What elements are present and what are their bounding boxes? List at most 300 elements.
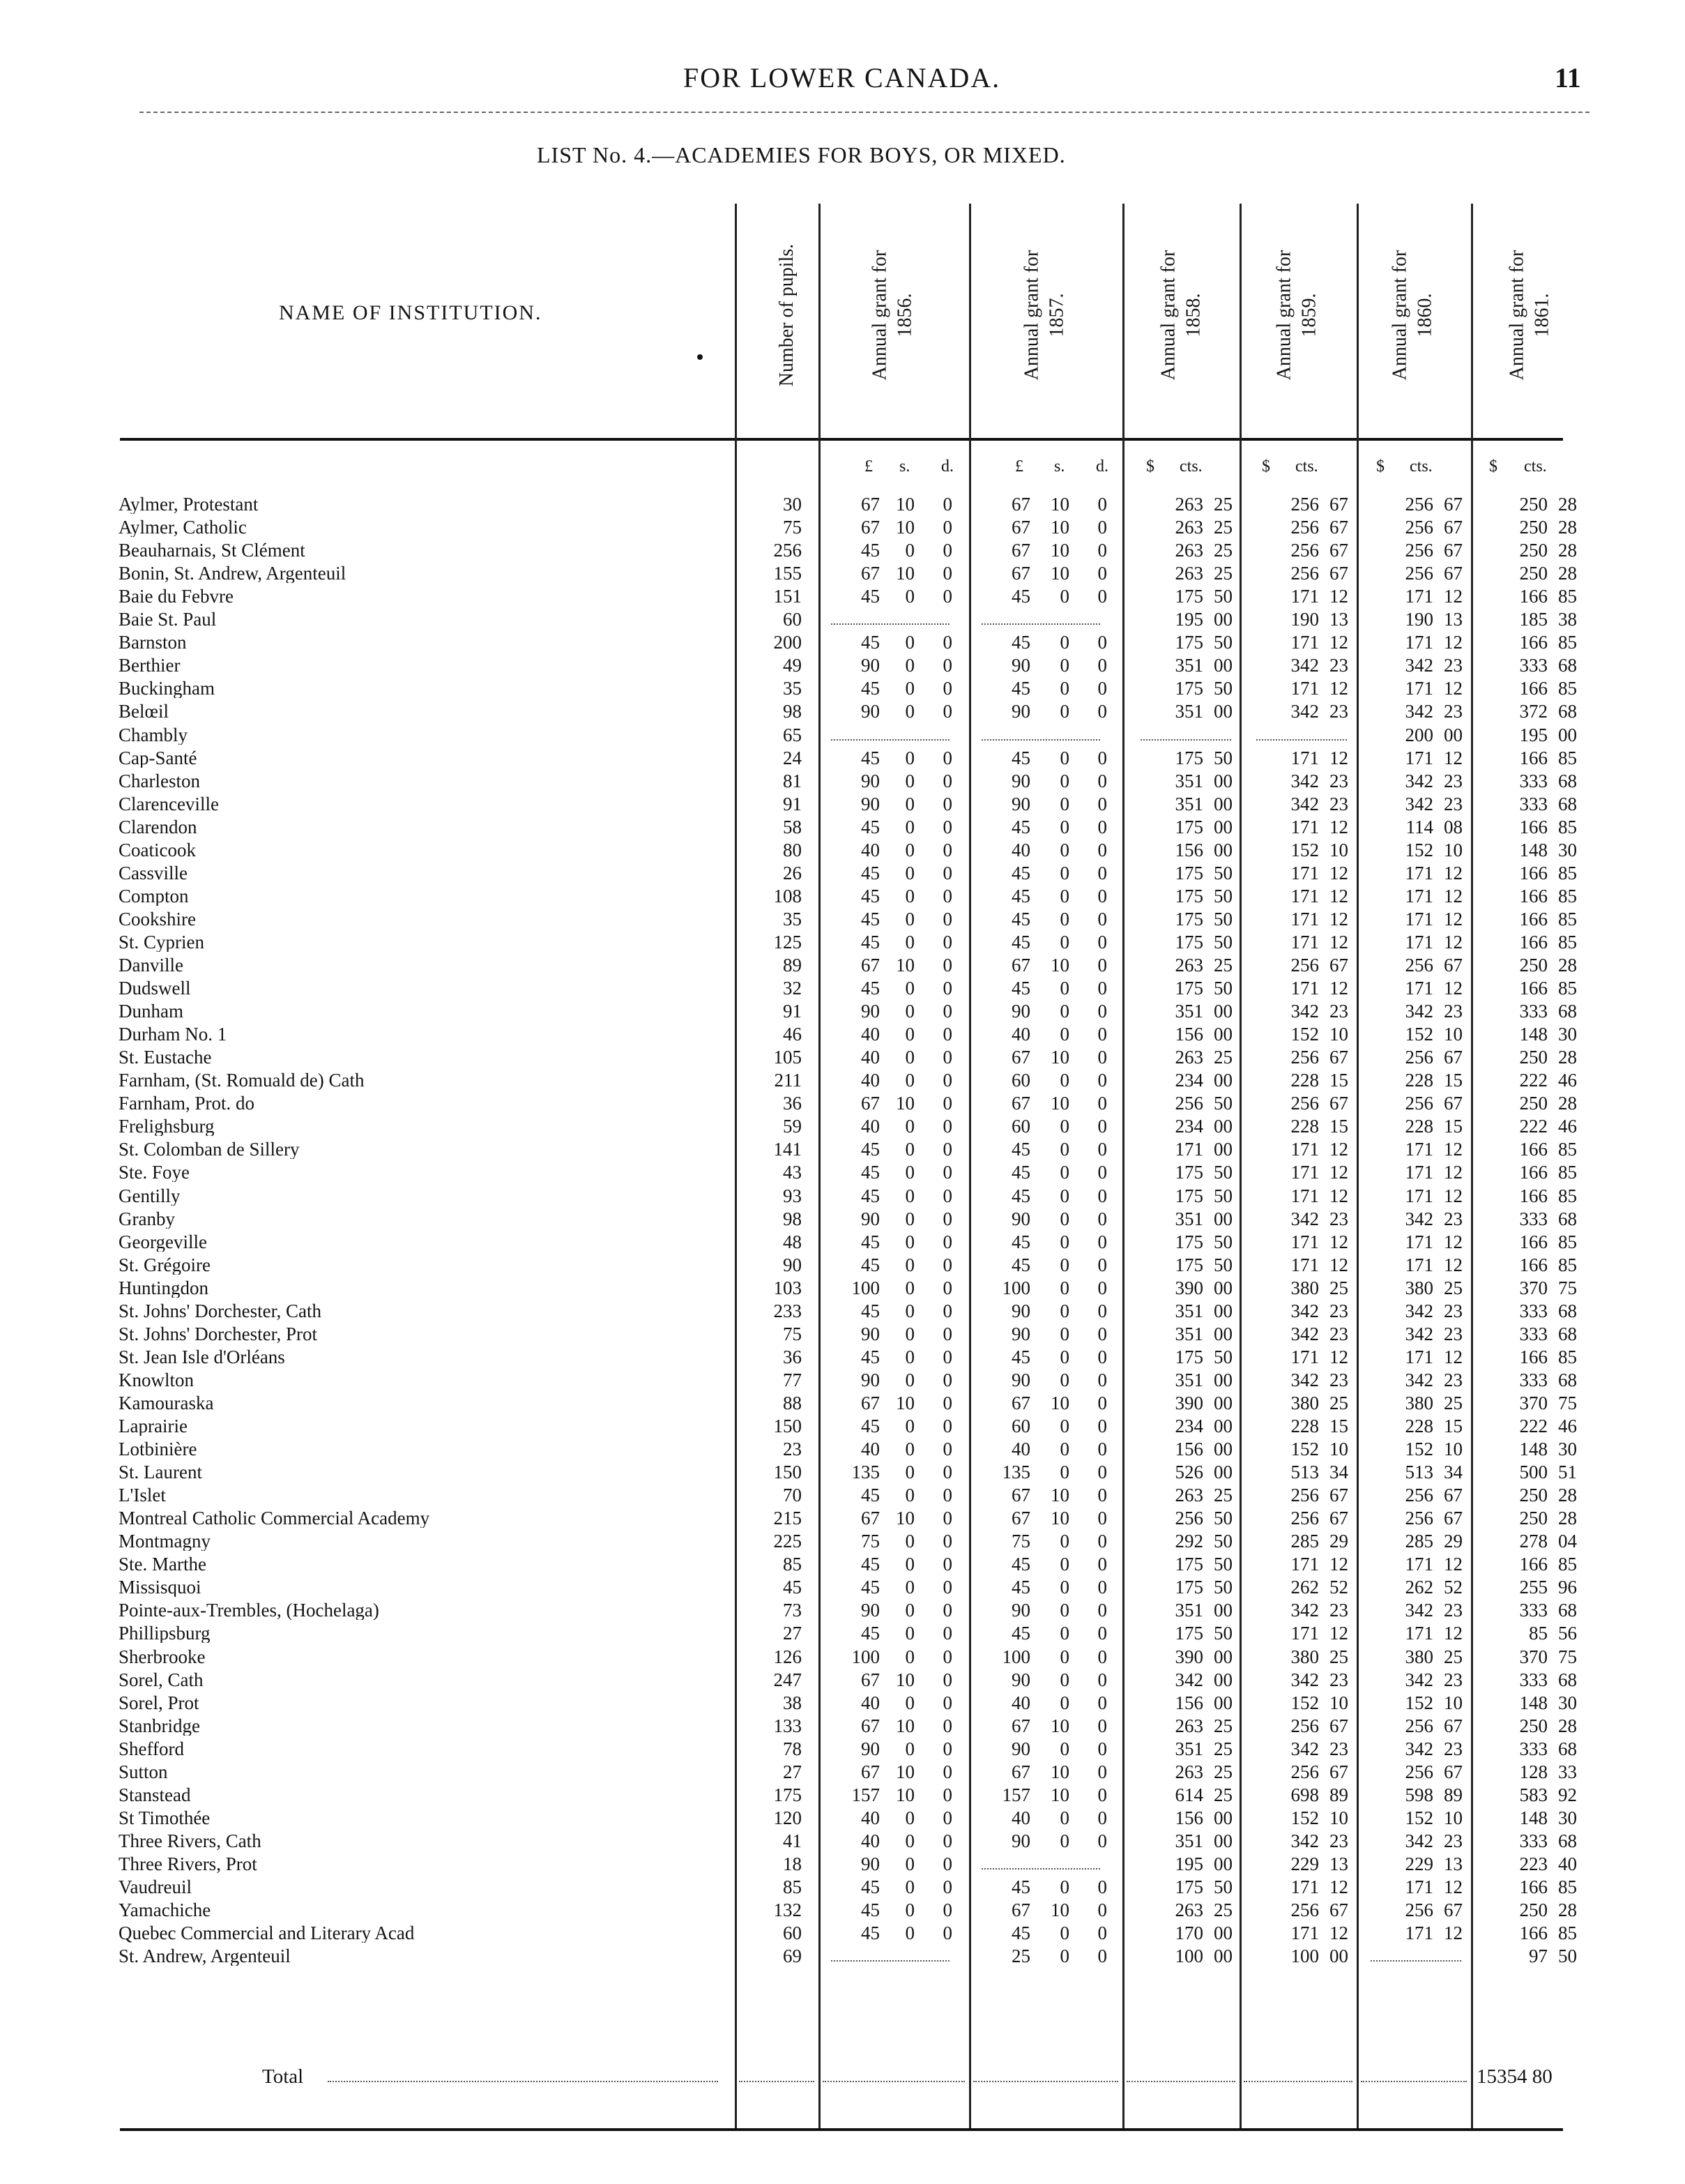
grant-shillings: 0	[1060, 1923, 1069, 1944]
grant-cents: 13	[1444, 1853, 1463, 1874]
pupil-count: 98	[783, 701, 802, 722]
institution-name: Granby	[119, 1210, 732, 1229]
grant-dollars: 171	[1290, 908, 1319, 930]
grant-cents: 68	[1558, 1738, 1577, 1759]
grant-pence: 0	[1097, 1923, 1107, 1944]
grant-pence: 0	[1097, 1346, 1107, 1367]
grant-dollars: 250	[1519, 1093, 1548, 1114]
grant-pounds: 67	[1012, 1508, 1030, 1529]
table-row	[0, 1671, 1685, 1690]
grant-cents: 13	[1329, 609, 1348, 630]
grant-dollars: 342	[1290, 1300, 1319, 1321]
grant-cents: 00	[1214, 701, 1233, 722]
grant-cents: 28	[1558, 494, 1577, 515]
grant-dollars: 171	[1405, 1231, 1433, 1252]
total-value: 15354 80	[1477, 2065, 1553, 2088]
grant-pence: 0	[943, 1807, 952, 1828]
grant-cents: 12	[1444, 885, 1463, 907]
grant-dollars: 152	[1290, 1439, 1319, 1460]
grant-cents: 23	[1329, 770, 1348, 791]
grant-shillings: 0	[905, 1346, 915, 1367]
grant-pence: 0	[943, 931, 952, 953]
grant-pence: 0	[1097, 1623, 1107, 1644]
grant-cents: 00	[1214, 1277, 1233, 1298]
grant-shillings: 10	[1051, 1715, 1069, 1736]
grant-pounds: 45	[1012, 1577, 1030, 1598]
pupil-count: 91	[783, 793, 802, 814]
grant-pounds: 40	[861, 1830, 880, 1851]
grant-dollars: 195	[1175, 609, 1203, 630]
grant-dollars: 342	[1290, 1369, 1319, 1390]
grant-pence: 0	[1097, 1300, 1107, 1321]
bullet-mark	[697, 354, 703, 360]
grant-dollars: 171	[1290, 885, 1319, 907]
pupil-count: 200	[773, 632, 802, 653]
grant-dollars: 171	[1290, 1923, 1319, 1944]
grant-dollars: 256	[1405, 1093, 1433, 1114]
unit-pence: d.	[941, 457, 954, 476]
grant-pence: 0	[943, 816, 952, 837]
grant-cents: 85	[1558, 816, 1577, 837]
grant-cents: 50	[1558, 1946, 1577, 1967]
grant-dollars: 333	[1519, 1600, 1548, 1621]
grant-pounds: 75	[861, 1531, 880, 1552]
grant-cents: 12	[1329, 931, 1348, 953]
grant-cents: 00	[1214, 1692, 1233, 1713]
grant-cents: 12	[1329, 908, 1348, 930]
grant-dollars: 256	[1290, 1761, 1319, 1782]
grant-pence: 0	[943, 1346, 952, 1367]
grant-cents: 12	[1329, 816, 1348, 837]
table-row	[0, 1832, 1685, 1851]
grant-pounds: 45	[1012, 1254, 1030, 1275]
grant-dollars: 598	[1405, 1784, 1433, 1805]
grant-shillings: 0	[1060, 1001, 1069, 1022]
grant-cents: 00	[1214, 1923, 1233, 1944]
grant-dollars: 185	[1519, 609, 1548, 630]
grant-cents: 23	[1444, 793, 1463, 814]
unit-pounds: £	[1015, 457, 1023, 476]
pupil-count: 103	[773, 1277, 802, 1298]
institution-name: Coaticook	[119, 841, 732, 860]
pupil-count: 108	[773, 885, 802, 907]
grant-cents: 28	[1558, 1093, 1577, 1114]
grant-pence: 0	[943, 1024, 952, 1045]
grant-pounds: 90	[861, 1001, 880, 1022]
grant-shillings: 0	[1060, 1416, 1069, 1436]
grant-pounds: 90	[861, 1208, 880, 1229]
grant-cents: 15	[1329, 1416, 1348, 1436]
table-row	[0, 610, 1685, 629]
pupil-count: 78	[783, 1738, 802, 1759]
grant-dollars: 263	[1175, 563, 1203, 584]
grant-shillings: 0	[905, 1208, 915, 1229]
grant-1858-header: Annual grant for 1858.	[1157, 250, 1205, 381]
grant-shillings: 0	[905, 1554, 915, 1575]
grant-pence: 0	[1097, 1876, 1107, 1897]
table-row	[0, 1325, 1685, 1344]
institution-name: Huntingdon	[119, 1279, 732, 1298]
pupil-count: 85	[783, 1876, 802, 1897]
table-row	[0, 1256, 1685, 1275]
grant-cents: 85	[1558, 747, 1577, 768]
grant-dollars: 171	[1405, 1346, 1433, 1367]
table-row	[0, 933, 1685, 952]
grant-cents: 00	[1214, 839, 1233, 860]
grant-shillings: 0	[1060, 1231, 1069, 1252]
grant-shillings: 0	[905, 1047, 915, 1068]
grant-shillings: 0	[905, 908, 915, 930]
total-empty-cell	[823, 2081, 965, 2082]
grant-shillings: 0	[905, 1692, 915, 1713]
grant-dollars: 175	[1175, 1185, 1203, 1206]
grant-dollars: 513	[1405, 1462, 1433, 1483]
grant-cents: 00	[1214, 1946, 1233, 1967]
grant-pence: 0	[943, 793, 952, 814]
grant-pence: 0	[943, 1853, 952, 1874]
grant-shillings: 10	[896, 1669, 915, 1690]
grant-dollars: 526	[1175, 1462, 1203, 1483]
grant-cents: 50	[1214, 1508, 1233, 1529]
grant-cents: 50	[1214, 1231, 1233, 1252]
grant-dollars: 250	[1519, 1047, 1548, 1068]
grant-dollars: 583	[1519, 1784, 1548, 1805]
grant-dollars: 148	[1519, 1439, 1548, 1460]
grant-shillings: 0	[905, 1531, 915, 1552]
grant-shillings: 0	[1060, 908, 1069, 930]
grant-shillings: 0	[905, 1254, 915, 1275]
institution-name: St. Laurent	[119, 1463, 732, 1482]
grant-pence: 0	[943, 494, 952, 515]
grant-pence: 0	[943, 1047, 952, 1068]
institution-name: St. Cyprien	[119, 933, 732, 952]
grant-dollars: 263	[1175, 1899, 1203, 1921]
grant-shillings: 0	[1060, 1116, 1069, 1137]
grant-shillings: 0	[1060, 701, 1069, 722]
grant-dollars: 223	[1519, 1853, 1548, 1874]
grant-cents: 75	[1558, 1392, 1577, 1413]
grant-dollars: 333	[1519, 1369, 1548, 1390]
grant-cents: 68	[1558, 1830, 1577, 1851]
grant-pence: 0	[1097, 908, 1107, 930]
grant-dollars: 342	[1405, 1369, 1433, 1390]
institution-name: Aylmer, Catholic	[119, 518, 732, 537]
grant-cents: 50	[1214, 885, 1233, 907]
grant-pounds: 100	[851, 1277, 880, 1298]
pupil-count: 98	[783, 1208, 802, 1229]
grant-dollars: 351	[1175, 701, 1203, 722]
grant-dollars: 342	[1290, 770, 1319, 791]
institution-name: Chambly	[119, 726, 732, 745]
grant-pounds: 67	[861, 563, 880, 584]
grant-dollars: 171	[1405, 1554, 1433, 1575]
grant-cents: 12	[1329, 632, 1348, 653]
pupil-count: 49	[783, 655, 802, 676]
grant-pounds: 45	[861, 540, 880, 561]
grant-cents: 46	[1558, 1416, 1577, 1436]
pupil-count: 90	[783, 1254, 802, 1275]
grant-dollars: 171	[1405, 678, 1433, 699]
grant-dollars: 342	[1405, 1738, 1433, 1759]
grant-pounds: 45	[1012, 678, 1030, 699]
grant-shillings: 0	[905, 978, 915, 999]
table-row	[0, 1094, 1685, 1113]
grant-dollars: 342	[1290, 1208, 1319, 1229]
grant-pounds: 67	[861, 517, 880, 538]
grant-dollars: 171	[1290, 1346, 1319, 1367]
grant-cents: 67	[1329, 1093, 1348, 1114]
grant-cents: 23	[1444, 1738, 1463, 1759]
grant-shillings: 0	[905, 1853, 915, 1874]
institution-name: Bonin, St. Andrew, Argenteuil	[119, 564, 732, 583]
institution-name: Sorel, Cath	[119, 1671, 732, 1690]
grant-dollars: 166	[1519, 1346, 1548, 1367]
table-row	[0, 702, 1685, 721]
grant-dollars: 342	[1405, 1600, 1433, 1621]
grant-cents: 30	[1558, 1024, 1577, 1045]
grant-dollars: 175	[1175, 1254, 1203, 1275]
grant-pounds: 90	[1012, 770, 1030, 791]
grant-cents: 23	[1444, 1369, 1463, 1390]
grant-pounds: 45	[861, 1416, 880, 1436]
grant-dollars: 333	[1519, 1001, 1548, 1022]
grant-pence: 0	[943, 1715, 952, 1736]
grant-dollars: 351	[1175, 793, 1203, 814]
unit-cents: cts.	[1410, 457, 1433, 476]
grant-cents: 25	[1444, 1392, 1463, 1413]
grant-dollars: 256	[1290, 1899, 1319, 1921]
grant-cents: 85	[1558, 632, 1577, 653]
grant-dollars: 263	[1175, 1715, 1203, 1736]
grant-cents: 00	[1214, 1139, 1233, 1160]
pupil-count: 141	[773, 1139, 802, 1160]
grant-dollars: 342	[1290, 1323, 1319, 1344]
grant-dollars: 228	[1405, 1116, 1433, 1137]
grant-dollars: 195	[1175, 1853, 1203, 1874]
grant-shillings: 10	[896, 1508, 915, 1529]
grant-shillings: 0	[905, 816, 915, 837]
grant-dollars: 234	[1175, 1116, 1203, 1137]
grant-shillings: 0	[1060, 655, 1069, 676]
grant-dollars: 166	[1519, 885, 1548, 907]
grant-pounds: 45	[1012, 978, 1030, 999]
grant-cents: 23	[1329, 1738, 1348, 1759]
institution-name: Georgeville	[119, 1233, 732, 1252]
grant-pounds: 90	[861, 1738, 880, 1759]
unit-shillings: s.	[1054, 457, 1065, 476]
grant-pence: 0	[943, 862, 952, 884]
grant-shillings: 0	[905, 793, 915, 814]
grant-cents: 50	[1214, 678, 1233, 699]
grant-cents: 12	[1444, 1346, 1463, 1367]
table-row	[0, 1302, 1685, 1321]
grant-dollars: 250	[1519, 517, 1548, 538]
grant-pence: 0	[943, 1439, 952, 1460]
grant-cents: 10	[1444, 1024, 1463, 1045]
grant-pounds: 67	[1012, 955, 1030, 976]
grant-shillings: 10	[1051, 955, 1069, 976]
grant-shillings: 0	[1060, 747, 1069, 768]
grant-shillings: 0	[1060, 586, 1069, 607]
grant-dollars: 85	[1529, 1623, 1548, 1644]
grant-pence: 0	[943, 1531, 952, 1552]
pupil-count: 81	[783, 770, 802, 791]
grant-cents: 67	[1444, 1508, 1463, 1529]
grant-pounds: 90	[1012, 701, 1030, 722]
grant-dollars: 175	[1175, 1577, 1203, 1598]
grant-shillings: 0	[1060, 632, 1069, 653]
grant-dollars: 166	[1519, 931, 1548, 953]
grant-cents: 00	[1214, 1024, 1233, 1045]
grant-dollars: 250	[1519, 494, 1548, 515]
grant-pence: 0	[943, 1139, 952, 1160]
grant-pence: 0	[943, 1761, 952, 1782]
institution-name: Farnham, Prot. do	[119, 1094, 732, 1113]
grant-dollars: 171	[1405, 1923, 1433, 1944]
grant-dollars: 175	[1175, 1162, 1203, 1183]
institution-name: St. Grégoire	[119, 1256, 732, 1275]
table-row	[0, 910, 1685, 929]
grant-cents: 25	[1214, 517, 1233, 538]
grant-pounds: 90	[1012, 1830, 1030, 1851]
grant-dollars: 200	[1405, 724, 1433, 745]
grant-pounds: 45	[861, 1923, 880, 1944]
grant-cents: 50	[1214, 1162, 1233, 1183]
pupil-count: 155	[773, 563, 802, 584]
institution-name: Sherbrooke	[119, 1648, 732, 1667]
grant-dollars: 380	[1405, 1392, 1433, 1413]
grant-dollars: 170	[1175, 1923, 1203, 1944]
grant-cents: 67	[1329, 1047, 1348, 1068]
grant-dollars: 256	[1405, 517, 1433, 538]
grant-pence: 0	[1097, 747, 1107, 768]
grant-pence: 0	[1097, 1001, 1107, 1022]
grant-pence: 0	[943, 1185, 952, 1206]
grant-shillings: 0	[1060, 1369, 1069, 1390]
grant-dollars: 171	[1290, 816, 1319, 837]
pupil-count: 233	[773, 1300, 802, 1321]
grant-pounds: 45	[861, 586, 880, 607]
grant-dollars: 171	[1290, 1876, 1319, 1897]
pupil-count: 35	[783, 678, 802, 699]
grant-pounds: 45	[861, 1554, 880, 1575]
grant-shillings: 0	[905, 1738, 915, 1759]
pupil-count: 24	[783, 747, 802, 768]
grant-pounds: 67	[861, 1669, 880, 1690]
grant-dollars: 171	[1290, 1231, 1319, 1252]
grant-cents: 67	[1329, 1715, 1348, 1736]
grant-dollars: 166	[1519, 978, 1548, 999]
grant-cents: 12	[1444, 747, 1463, 768]
grant-shillings: 0	[905, 1646, 915, 1667]
grant-shillings: 10	[1051, 540, 1069, 561]
grant-pounds: 45	[861, 885, 880, 907]
grant-cents: 50	[1214, 1876, 1233, 1897]
grant-cents: 85	[1558, 885, 1577, 907]
grant-pounds: 45	[861, 1254, 880, 1275]
grant-dollars: 234	[1175, 1416, 1203, 1436]
grant-shillings: 0	[1060, 1738, 1069, 1759]
grant-pence: 0	[943, 1554, 952, 1575]
grant-dollars: 333	[1519, 1669, 1548, 1690]
grant-cents: 40	[1558, 1853, 1577, 1874]
institution-name: St. Johns' Dorchester, Prot	[119, 1325, 732, 1344]
grant-cents: 12	[1329, 1876, 1348, 1897]
grant-dollars: 171	[1405, 931, 1433, 953]
grant-cents: 04	[1558, 1531, 1577, 1552]
grant-pence: 0	[1097, 978, 1107, 999]
grant-cents: 34	[1329, 1462, 1348, 1483]
grant-shillings: 0	[1060, 1600, 1069, 1621]
grant-dollars: 175	[1175, 931, 1203, 953]
table-row	[0, 1002, 1685, 1021]
grant-pounds: 90	[861, 1853, 880, 1874]
grant-dollars: 698	[1290, 1784, 1319, 1805]
unit-dollars: $	[1489, 457, 1497, 476]
empty-cell-dots	[1371, 1960, 1461, 1962]
grant-dollars: 100	[1290, 1946, 1319, 1967]
grant-cents: 85	[1558, 1139, 1577, 1160]
grant-dollars: 262	[1290, 1577, 1319, 1598]
grant-dollars: 500	[1519, 1462, 1548, 1483]
grant-cents: 85	[1558, 1162, 1577, 1183]
grant-pence: 0	[943, 747, 952, 768]
grant-pence: 0	[1097, 494, 1107, 515]
grant-dollars: 190	[1405, 609, 1433, 630]
grant-cents: 25	[1214, 955, 1233, 976]
grant-pence: 0	[943, 1001, 952, 1022]
grant-dollars: 175	[1175, 1231, 1203, 1252]
grant-cents: 50	[1214, 1093, 1233, 1114]
institution-name: Beauharnais, St Clément	[119, 541, 732, 560]
grant-dollars: 256	[1290, 563, 1319, 584]
grant-pence: 0	[1097, 540, 1107, 561]
institution-name: Shefford	[119, 1740, 732, 1759]
grant-pence: 0	[943, 1623, 952, 1644]
grant-dollars: 342	[1405, 1669, 1433, 1690]
grant-cents: 85	[1558, 908, 1577, 930]
table-row	[0, 841, 1685, 860]
table-row	[0, 864, 1685, 883]
grant-pence: 0	[1097, 1416, 1107, 1436]
grant-shillings: 0	[905, 1231, 915, 1252]
grant-dollars: 171	[1405, 978, 1433, 999]
grant-shillings: 10	[1051, 1784, 1069, 1805]
grant-dollars: 285	[1290, 1531, 1319, 1552]
grant-cents: 25	[1214, 563, 1233, 584]
grant-shillings: 10	[1051, 494, 1069, 515]
grant-pence: 0	[943, 1323, 952, 1344]
table-row	[0, 1187, 1685, 1206]
grant-dollars: 255	[1519, 1577, 1548, 1598]
grant-shillings: 0	[905, 1277, 915, 1298]
grant-cents: 51	[1558, 1462, 1577, 1483]
grant-cents: 25	[1214, 1784, 1233, 1805]
grant-pence: 0	[943, 1369, 952, 1390]
institution-name: Farnham, (St. Romuald de) Cath	[119, 1071, 732, 1090]
grant-cents: 85	[1558, 862, 1577, 884]
grant-dollars: 256	[1405, 955, 1433, 976]
grant-shillings: 0	[905, 1185, 915, 1206]
grant-dollars: 166	[1519, 678, 1548, 699]
grant-cents: 25	[1214, 1899, 1233, 1921]
grant-cents: 89	[1444, 1784, 1463, 1805]
grant-shillings: 0	[905, 1830, 915, 1851]
grant-dollars: 256	[1405, 494, 1433, 515]
grant-dollars: 175	[1175, 862, 1203, 884]
table-row	[0, 1924, 1685, 1943]
grant-cents: 00	[1214, 655, 1233, 676]
